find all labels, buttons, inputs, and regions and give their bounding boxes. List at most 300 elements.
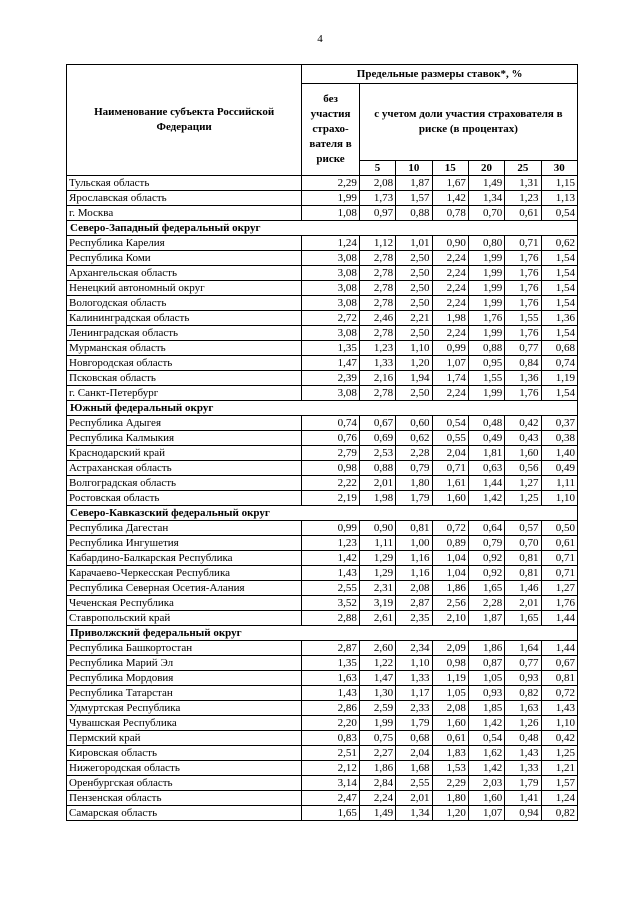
rate-with-participation: 1,33 (396, 671, 432, 686)
rate-with-participation: 1,55 (505, 311, 541, 326)
rate-with-participation: 0,87 (468, 656, 504, 671)
rate-with-participation: 2,60 (359, 641, 395, 656)
rate-with-participation: 0,82 (541, 806, 577, 821)
rate-with-participation: 1,42 (468, 761, 504, 776)
table-row (67, 731, 578, 746)
rate-with-participation: 1,19 (541, 371, 577, 386)
rate-without-participation: 2,29 (302, 176, 360, 191)
percent-col-header: 10 (396, 161, 432, 176)
rate-without-participation: 2,51 (302, 746, 360, 761)
rate-with-participation: 1,23 (505, 191, 541, 206)
rate-with-participation: 1,10 (396, 341, 432, 356)
rate-with-participation: 1,76 (505, 296, 541, 311)
district-name: Южный федеральный округ (67, 401, 578, 416)
rate-with-participation: 0,50 (541, 521, 577, 536)
rate-with-participation: 0,62 (541, 236, 577, 251)
rate-with-participation: 1,20 (396, 356, 432, 371)
rate-with-participation: 0,79 (396, 461, 432, 476)
table-row (67, 566, 578, 581)
rate-with-participation: 2,08 (432, 701, 468, 716)
rate-without-participation: 1,43 (302, 566, 360, 581)
table-row (67, 176, 578, 191)
table-row (67, 386, 578, 401)
rate-with-participation: 0,56 (505, 461, 541, 476)
rate-with-participation: 0,99 (432, 341, 468, 356)
rate-with-participation: 0,61 (541, 536, 577, 551)
rate-with-participation: 2,84 (359, 776, 395, 791)
table-row (67, 686, 578, 701)
rate-without-participation: 2,20 (302, 716, 360, 731)
rate-with-participation: 0,48 (505, 731, 541, 746)
table-row (67, 596, 578, 611)
table-row (67, 806, 578, 821)
rate-with-participation: 1,99 (468, 266, 504, 281)
rate-with-participation: 2,04 (396, 746, 432, 761)
rate-with-participation: 0,48 (468, 416, 504, 431)
table-row (67, 521, 578, 536)
region-name: г. Москва (67, 206, 302, 221)
rate-with-participation: 2,04 (432, 446, 468, 461)
rate-with-participation: 1,99 (468, 251, 504, 266)
region-name: Ростовская область (67, 491, 302, 506)
rate-with-participation: 0,84 (505, 356, 541, 371)
rate-with-participation: 1,42 (468, 491, 504, 506)
rate-with-participation: 0,82 (505, 686, 541, 701)
rate-with-participation: 0,92 (468, 566, 504, 581)
rate-with-participation: 1,74 (432, 371, 468, 386)
rate-without-participation: 0,99 (302, 521, 360, 536)
rate-with-participation: 2,50 (396, 281, 432, 296)
table-row (67, 326, 578, 341)
rate-with-participation: 1,36 (541, 311, 577, 326)
district-row (67, 506, 578, 521)
table-row (67, 701, 578, 716)
rate-with-participation: 0,49 (468, 431, 504, 446)
rate-with-participation: 2,24 (432, 326, 468, 341)
table-body (67, 176, 578, 821)
table-row (67, 446, 578, 461)
region-name: Республика Дагестан (67, 521, 302, 536)
rate-with-participation: 2,29 (432, 776, 468, 791)
rate-with-participation: 1,40 (541, 446, 577, 461)
table-row (67, 371, 578, 386)
rate-with-participation: 1,54 (541, 386, 577, 401)
rate-with-participation: 1,98 (432, 311, 468, 326)
rate-with-participation: 2,50 (396, 296, 432, 311)
rate-with-participation: 2,08 (359, 176, 395, 191)
rate-with-participation: 2,24 (432, 266, 468, 281)
rate-with-participation: 2,01 (505, 596, 541, 611)
region-name: Республика Коми (67, 251, 302, 266)
rate-with-participation: 1,76 (505, 251, 541, 266)
rate-with-participation: 1,81 (468, 446, 504, 461)
region-name: Кировская область (67, 746, 302, 761)
table-row (67, 296, 578, 311)
rate-with-participation: 0,49 (541, 461, 577, 476)
rate-with-participation: 1,27 (505, 476, 541, 491)
rate-with-participation: 2,33 (396, 701, 432, 716)
rate-with-participation: 0,64 (468, 521, 504, 536)
rate-with-participation: 1,43 (541, 701, 577, 716)
rates-group-header: Предельные размеры ставок*, % (302, 65, 578, 84)
rate-with-participation: 3,19 (359, 596, 395, 611)
rate-with-participation: 1,21 (541, 761, 577, 776)
rate-with-participation: 1,76 (505, 281, 541, 296)
rate-with-participation: 2,09 (432, 641, 468, 656)
rate-without-participation: 1,24 (302, 236, 360, 251)
table-row (67, 341, 578, 356)
table-row (67, 431, 578, 446)
district-row (67, 626, 578, 641)
rate-without-participation: 2,12 (302, 761, 360, 776)
region-name: Карачаево-Черкесская Республика (67, 566, 302, 581)
rate-with-participation: 1,33 (505, 761, 541, 776)
rate-with-participation: 1,44 (541, 641, 577, 656)
rate-with-participation: 0,93 (468, 686, 504, 701)
rate-with-participation: 1,55 (468, 371, 504, 386)
rate-with-participation: 0,61 (505, 206, 541, 221)
rate-with-participation: 1,76 (505, 326, 541, 341)
rate-with-participation: 2,01 (396, 791, 432, 806)
region-name: Самарская область (67, 806, 302, 821)
subject-column-header: Наименование субъекта Российской Федерации (67, 65, 302, 176)
rate-with-participation: 0,81 (541, 671, 577, 686)
rate-with-participation: 1,12 (359, 236, 395, 251)
rate-without-participation: 1,65 (302, 806, 360, 821)
rate-with-participation: 1,01 (396, 236, 432, 251)
district-name: Северо-Кавказский федеральный округ (67, 506, 578, 521)
rate-without-participation: 2,86 (302, 701, 360, 716)
rate-with-participation: 0,42 (541, 731, 577, 746)
rate-without-participation: 3,52 (302, 596, 360, 611)
rate-with-participation: 1,44 (541, 611, 577, 626)
rate-with-participation: 1,07 (468, 806, 504, 821)
rate-with-participation: 1,80 (396, 476, 432, 491)
rate-with-participation: 0,71 (505, 236, 541, 251)
rate-with-participation: 1,60 (505, 446, 541, 461)
rate-with-participation: 0,63 (468, 461, 504, 476)
rate-with-participation: 1,05 (432, 686, 468, 701)
percent-col-header: 20 (468, 161, 504, 176)
rate-with-participation: 1,76 (505, 386, 541, 401)
rate-with-participation: 1,17 (396, 686, 432, 701)
rate-with-participation: 1,62 (468, 746, 504, 761)
region-name: Ставропольский край (67, 611, 302, 626)
rate-without-participation: 2,79 (302, 446, 360, 461)
rate-with-participation: 2,56 (432, 596, 468, 611)
rate-with-participation: 1,57 (396, 191, 432, 206)
region-name: Кабардино-Балкарская Республика (67, 551, 302, 566)
rate-with-participation: 1,49 (468, 176, 504, 191)
rate-with-participation: 1,13 (541, 191, 577, 206)
page-number: 4 (317, 33, 323, 45)
rate-without-participation: 3,08 (302, 251, 360, 266)
rate-with-participation: 0,72 (541, 686, 577, 701)
rate-with-participation: 0,88 (468, 341, 504, 356)
rate-with-participation: 0,90 (432, 236, 468, 251)
region-name: Удмуртская Республика (67, 701, 302, 716)
rate-with-participation: 0,89 (432, 536, 468, 551)
rate-with-participation: 0,42 (505, 416, 541, 431)
table-row (67, 356, 578, 371)
percent-col-header: 30 (541, 161, 577, 176)
rate-without-participation: 2,19 (302, 491, 360, 506)
rate-with-participation: 2,78 (359, 266, 395, 281)
rate-with-participation: 1,22 (359, 656, 395, 671)
rate-with-participation: 1,60 (432, 716, 468, 731)
rates-table (66, 64, 578, 821)
region-name: Пензенская область (67, 791, 302, 806)
rate-with-participation: 0,67 (359, 416, 395, 431)
rate-without-participation: 1,35 (302, 341, 360, 356)
region-name: Республика Адыгея (67, 416, 302, 431)
rate-with-participation: 0,88 (396, 206, 432, 221)
table-row (67, 791, 578, 806)
rate-with-participation: 0,37 (541, 416, 577, 431)
region-name: Республика Северная Осетия-Алания (67, 581, 302, 596)
rate-with-participation: 1,64 (505, 641, 541, 656)
rate-with-participation: 1,30 (359, 686, 395, 701)
rate-with-participation: 2,78 (359, 326, 395, 341)
rate-without-participation: 2,87 (302, 641, 360, 656)
rate-with-participation: 1,36 (505, 371, 541, 386)
rate-with-participation: 1,43 (505, 746, 541, 761)
rate-with-participation: 2,50 (396, 326, 432, 341)
rate-with-participation: 0,38 (541, 431, 577, 446)
region-name: Республика Ингушетия (67, 536, 302, 551)
rate-with-participation: 0,74 (541, 356, 577, 371)
rate-with-participation: 1,98 (359, 491, 395, 506)
region-name: Республика Татарстан (67, 686, 302, 701)
rate-with-participation: 0,95 (468, 356, 504, 371)
table-row (67, 536, 578, 551)
rate-with-participation: 1,42 (432, 191, 468, 206)
rate-with-participation: 1,33 (359, 356, 395, 371)
rate-with-participation: 2,21 (396, 311, 432, 326)
rate-with-participation: 0,71 (541, 566, 577, 581)
rate-with-participation: 1,67 (432, 176, 468, 191)
district-name: Северо-Западный федеральный округ (67, 221, 578, 236)
table-row (67, 716, 578, 731)
region-name: Оренбургская область (67, 776, 302, 791)
table-row (67, 191, 578, 206)
rate-with-participation: 0,93 (505, 671, 541, 686)
without-participation-header: без участия страхо-вателя в риске (302, 84, 360, 176)
rate-without-participation: 3,14 (302, 776, 360, 791)
rate-with-participation: 1,63 (505, 701, 541, 716)
rate-with-participation: 2,03 (468, 776, 504, 791)
rate-with-participation: 2,87 (396, 596, 432, 611)
rate-with-participation: 1,99 (468, 386, 504, 401)
rate-with-participation: 1,15 (541, 176, 577, 191)
rate-with-participation: 1,86 (359, 761, 395, 776)
rate-with-participation: 1,57 (541, 776, 577, 791)
rate-with-participation: 1,86 (432, 581, 468, 596)
region-name: Республика Мордовия (67, 671, 302, 686)
rate-with-participation: 0,77 (505, 341, 541, 356)
rate-with-participation: 1,99 (468, 326, 504, 341)
rate-with-participation: 1,34 (468, 191, 504, 206)
rate-with-participation: 0,54 (541, 206, 577, 221)
rate-with-participation: 1,16 (396, 566, 432, 581)
rate-without-participation: 0,76 (302, 431, 360, 446)
rate-with-participation: 1,85 (468, 701, 504, 716)
table-header (67, 65, 578, 176)
rate-with-participation: 1,29 (359, 551, 395, 566)
rate-with-participation: 2,28 (468, 596, 504, 611)
rate-without-participation: 1,08 (302, 206, 360, 221)
rate-with-participation: 0,55 (432, 431, 468, 446)
rate-with-participation: 2,24 (432, 296, 468, 311)
region-name: Нижегородская область (67, 761, 302, 776)
rate-without-participation: 2,88 (302, 611, 360, 626)
rate-without-participation: 2,55 (302, 581, 360, 596)
region-name: Чувашская Республика (67, 716, 302, 731)
rate-with-participation: 1,54 (541, 326, 577, 341)
rate-without-participation: 1,63 (302, 671, 360, 686)
rate-with-participation: 1,04 (432, 566, 468, 581)
with-participation-header: с учетом доли участия страхователя в риске (в процентах) (359, 84, 577, 161)
rate-with-participation: 2,53 (359, 446, 395, 461)
rate-with-participation: 1,20 (432, 806, 468, 821)
table-row (67, 746, 578, 761)
region-name: Республика Калмыкия (67, 431, 302, 446)
rate-with-participation: 1,83 (432, 746, 468, 761)
rate-with-participation: 1,42 (468, 716, 504, 731)
rate-without-participation: 1,43 (302, 686, 360, 701)
rate-with-participation: 0,57 (505, 521, 541, 536)
rate-with-participation: 1,05 (468, 671, 504, 686)
rate-with-participation: 2,08 (396, 581, 432, 596)
region-name: Чеченская Республика (67, 596, 302, 611)
rate-with-participation: 0,61 (432, 731, 468, 746)
rate-with-participation: 2,78 (359, 251, 395, 266)
rate-with-participation: 2,78 (359, 296, 395, 311)
rate-with-participation: 1,44 (468, 476, 504, 491)
rate-with-participation: 1,80 (432, 791, 468, 806)
rate-with-participation: 1,79 (396, 491, 432, 506)
table-row (67, 461, 578, 476)
rate-with-participation: 0,81 (505, 566, 541, 581)
rate-with-participation: 0,70 (468, 206, 504, 221)
district-name: Приволжский федеральный округ (67, 626, 578, 641)
table-row (67, 281, 578, 296)
rate-with-participation: 0,54 (468, 731, 504, 746)
rate-with-participation: 0,79 (468, 536, 504, 551)
rate-with-participation: 1,27 (541, 581, 577, 596)
rate-with-participation: 1,19 (432, 671, 468, 686)
rate-with-participation: 0,70 (505, 536, 541, 551)
rate-with-participation: 1,54 (541, 266, 577, 281)
rate-with-participation: 0,71 (432, 461, 468, 476)
table-row (67, 416, 578, 431)
rate-without-participation: 0,98 (302, 461, 360, 476)
region-name: Ненецкий автономный округ (67, 281, 302, 296)
rate-with-participation: 1,25 (505, 491, 541, 506)
rate-with-participation: 2,59 (359, 701, 395, 716)
rate-without-participation: 1,42 (302, 551, 360, 566)
rate-with-participation: 1,54 (541, 296, 577, 311)
rate-with-participation: 1,24 (541, 791, 577, 806)
rate-without-participation: 2,39 (302, 371, 360, 386)
rate-with-participation: 2,10 (432, 611, 468, 626)
rate-with-participation: 0,90 (359, 521, 395, 536)
rate-with-participation: 2,50 (396, 251, 432, 266)
region-name: Псковская область (67, 371, 302, 386)
rate-with-participation: 1,99 (468, 296, 504, 311)
rate-with-participation: 0,88 (359, 461, 395, 476)
table-row (67, 656, 578, 671)
rate-with-participation: 1,53 (432, 761, 468, 776)
rate-with-participation: 2,55 (396, 776, 432, 791)
rate-with-participation: 1,86 (468, 641, 504, 656)
region-name: Вологодская область (67, 296, 302, 311)
rate-with-participation: 1,16 (396, 551, 432, 566)
rate-with-participation: 1,76 (468, 311, 504, 326)
rate-with-participation: 1,60 (468, 791, 504, 806)
rate-with-participation: 0,80 (468, 236, 504, 251)
rate-with-participation: 0,60 (396, 416, 432, 431)
rate-with-participation: 2,78 (359, 281, 395, 296)
rate-without-participation: 1,99 (302, 191, 360, 206)
rate-with-participation: 0,75 (359, 731, 395, 746)
rate-with-participation: 1,47 (359, 671, 395, 686)
rate-with-participation: 0,81 (505, 551, 541, 566)
region-name: Волгоградская область (67, 476, 302, 491)
rate-with-participation: 2,31 (359, 581, 395, 596)
table-row (67, 266, 578, 281)
rate-with-participation: 1,79 (505, 776, 541, 791)
rate-with-participation: 2,78 (359, 386, 395, 401)
rate-without-participation: 0,74 (302, 416, 360, 431)
district-row (67, 401, 578, 416)
rate-with-participation: 1,76 (541, 596, 577, 611)
rate-with-participation: 0,68 (396, 731, 432, 746)
rate-without-participation: 3,08 (302, 386, 360, 401)
percent-col-header: 5 (359, 161, 395, 176)
rate-with-participation: 0,81 (396, 521, 432, 536)
table-row (67, 551, 578, 566)
rate-with-participation: 2,01 (359, 476, 395, 491)
region-name: Архангельская область (67, 266, 302, 281)
table-row (67, 251, 578, 266)
region-name: г. Санкт-Петербург (67, 386, 302, 401)
rate-with-participation: 1,49 (359, 806, 395, 821)
rate-with-participation: 0,68 (541, 341, 577, 356)
rate-with-participation: 1,00 (396, 536, 432, 551)
rate-with-participation: 1,99 (359, 716, 395, 731)
rate-with-participation: 0,71 (541, 551, 577, 566)
rate-with-participation: 1,29 (359, 566, 395, 581)
rate-with-participation: 0,77 (505, 656, 541, 671)
rate-with-participation: 0,69 (359, 431, 395, 446)
rate-with-participation: 0,97 (359, 206, 395, 221)
rate-without-participation: 2,22 (302, 476, 360, 491)
rate-with-participation: 1,94 (396, 371, 432, 386)
percent-col-header: 15 (432, 161, 468, 176)
rate-with-participation: 1,79 (396, 716, 432, 731)
rate-with-participation: 1,87 (396, 176, 432, 191)
rate-with-participation: 1,73 (359, 191, 395, 206)
region-name: Республика Башкортостан (67, 641, 302, 656)
rate-without-participation: 2,72 (302, 311, 360, 326)
rate-with-participation: 2,24 (432, 386, 468, 401)
region-name: Новгородская область (67, 356, 302, 371)
rate-with-participation: 2,28 (396, 446, 432, 461)
rate-with-participation: 1,10 (541, 491, 577, 506)
rate-with-participation: 1,31 (505, 176, 541, 191)
rate-with-participation: 1,34 (396, 806, 432, 821)
